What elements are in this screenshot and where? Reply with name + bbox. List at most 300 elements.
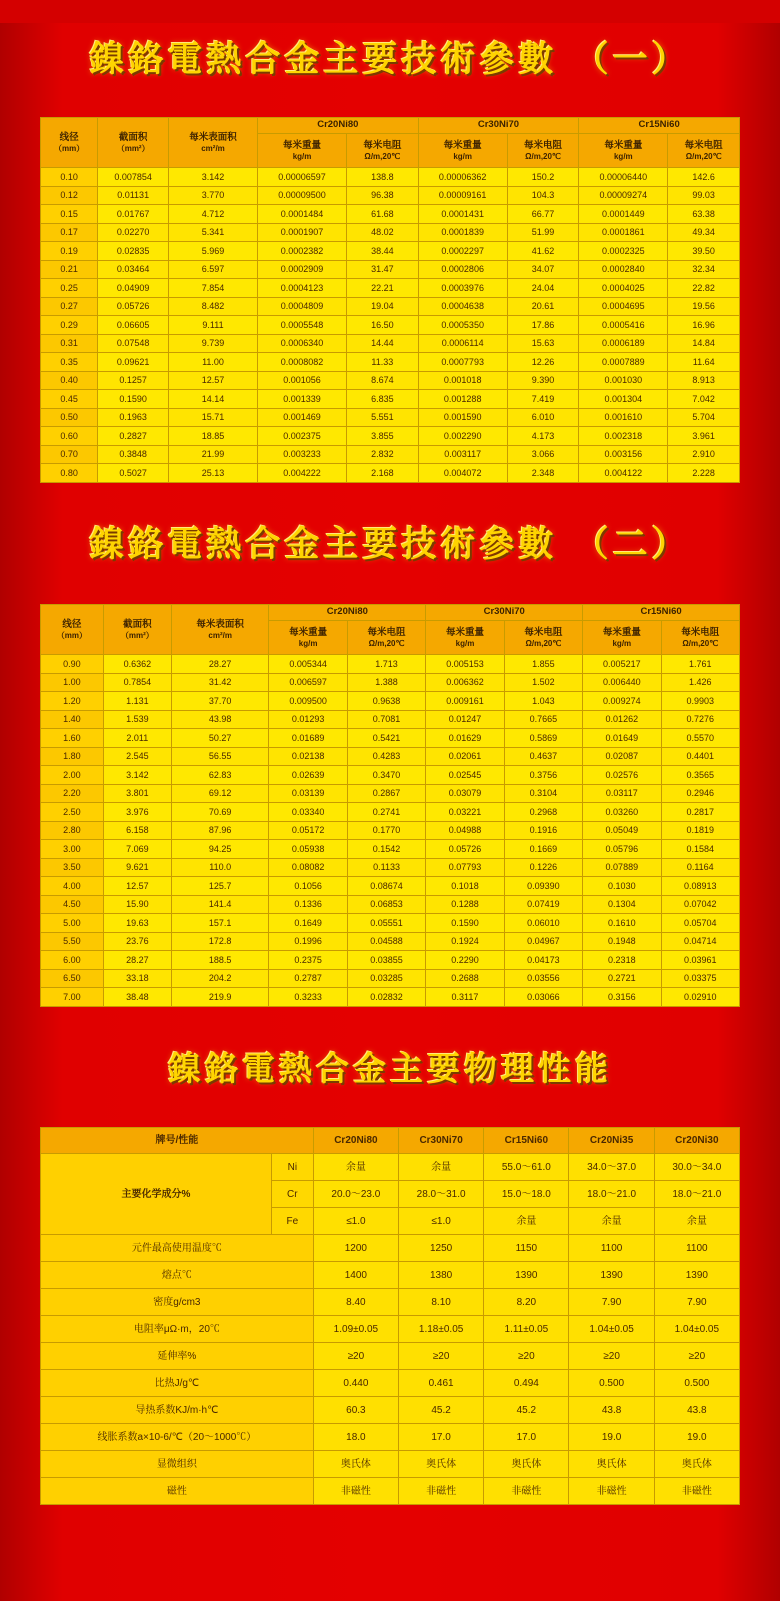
- cell-value: 21.99: [169, 445, 258, 464]
- cell-value: 1.04±0.05: [654, 1316, 739, 1343]
- cell-diameter: 3.50: [41, 858, 104, 877]
- cell-value: 0.1819: [661, 821, 739, 840]
- cell-value: 0.0004695: [579, 297, 668, 316]
- cell-value: 0.7081: [347, 710, 425, 729]
- wire-table-two-header: [41, 605, 740, 655]
- cell-value: 0.0002840: [579, 260, 668, 279]
- cell-value: 172.8: [171, 932, 269, 951]
- cell-value: 0.9903: [661, 692, 739, 711]
- cell-value: 0.01293: [269, 710, 347, 729]
- cell-value: 48.02: [347, 223, 419, 242]
- cell-value: 0.003233: [258, 445, 347, 464]
- cell-value: 1.855: [504, 655, 582, 674]
- cell-value: 219.9: [171, 988, 269, 1007]
- table-row: [41, 1262, 740, 1289]
- cell-value: 18.85: [169, 427, 258, 446]
- table-row: [41, 858, 740, 877]
- cell-value: 11.00: [169, 353, 258, 372]
- cell-value: 0.1963: [98, 408, 169, 427]
- cell-value: 0.5869: [504, 729, 582, 748]
- cell-value: 0.001590: [418, 408, 507, 427]
- cell-value: 3.961: [668, 427, 740, 446]
- cell-value: 0.0001449: [579, 205, 668, 224]
- col-header-alloy-5: Cr20Ni30: [654, 1128, 739, 1154]
- table-row: [41, 1154, 740, 1181]
- cell-value: 0.2968: [504, 803, 582, 822]
- table-row: [41, 1478, 740, 1505]
- cell-value: 0.02832: [347, 988, 425, 1007]
- cell-value: 0.009500: [269, 692, 347, 711]
- cell-diameter: 0.25: [41, 279, 98, 298]
- cell-value: 0.0006114: [418, 334, 507, 353]
- cell-value: 0.08674: [347, 877, 425, 896]
- cell-value: 69.12: [171, 784, 269, 803]
- cell-value: 0.01629: [426, 729, 504, 748]
- row-label-chemical-composition: 主要化学成分%: [41, 1154, 272, 1235]
- cell-value: 0.006362: [426, 673, 504, 692]
- cell-value: 11.33: [347, 353, 419, 372]
- cell-value: 0.07793: [426, 858, 504, 877]
- cell-value: 奥氏体: [399, 1451, 484, 1478]
- cell-value: 22.21: [347, 279, 419, 298]
- cell-value: 19.04: [347, 297, 419, 316]
- cell-value: 0.1257: [98, 371, 169, 390]
- cell-value: 0.1948: [583, 932, 661, 951]
- cell-value: 0.3156: [583, 988, 661, 1007]
- table-row: [41, 1316, 740, 1343]
- cell-value: 0.03855: [347, 951, 425, 970]
- table-row: [41, 895, 740, 914]
- cell-value: 5.969: [169, 242, 258, 261]
- cell-value: 0.01689: [269, 729, 347, 748]
- phys-table-header: [41, 1128, 740, 1154]
- cell-value: 7.854: [169, 279, 258, 298]
- cell-diameter: 0.40: [41, 371, 98, 390]
- cell-value: 0.2787: [269, 969, 347, 988]
- cell-value: 0.0004123: [258, 279, 347, 298]
- subheader-resistance-3: 每米电阻 Ω/m,20℃: [668, 134, 740, 168]
- cell-value: 0.0005548: [258, 316, 347, 335]
- cell-value: 0.3233: [269, 988, 347, 1007]
- cell-diameter: 2.20: [41, 784, 104, 803]
- row-label-property: 显微组织: [41, 1451, 314, 1478]
- header-row: [41, 1128, 740, 1154]
- cell-value: 0.001056: [258, 371, 347, 390]
- cell-value: 14.84: [668, 334, 740, 353]
- cell-value: 1390: [569, 1262, 654, 1289]
- table-row: [41, 692, 740, 711]
- cell-value: 3.801: [103, 784, 171, 803]
- cell-value: 30.0～34.0: [654, 1154, 739, 1181]
- cell-diameter: 7.00: [41, 988, 104, 1007]
- row-label-property: 元件最高使用温度℃: [41, 1235, 314, 1262]
- cell-value: 0.03139: [269, 784, 347, 803]
- cell-value: 16.96: [668, 316, 740, 335]
- table-row: [41, 1451, 740, 1478]
- cell-value: 0.0001861: [579, 223, 668, 242]
- cell-value: 0.500: [654, 1370, 739, 1397]
- table-row: [41, 464, 740, 483]
- cell-value: 0.0006189: [579, 334, 668, 353]
- cell-value: 非磁性: [313, 1478, 398, 1505]
- cell-value: 0.3104: [504, 784, 582, 803]
- cell-value: 3.855: [347, 427, 419, 446]
- cell-value: 余量: [569, 1208, 654, 1235]
- cell-value: 20.0～23.0: [313, 1181, 398, 1208]
- cell-value: 141.4: [171, 895, 269, 914]
- cell-value: 0.440: [313, 1370, 398, 1397]
- cell-value: 7.90: [654, 1289, 739, 1316]
- cell-value: 非磁性: [654, 1478, 739, 1505]
- cell-value: 0.004222: [258, 464, 347, 483]
- cell-value: 0.001018: [418, 371, 507, 390]
- cell-value: 1400: [313, 1262, 398, 1289]
- cell-value: 24.04: [507, 279, 579, 298]
- cell-value: 22.82: [668, 279, 740, 298]
- cell-value: 0.005217: [583, 655, 661, 674]
- table-row: [41, 803, 740, 822]
- table-row: [41, 371, 740, 390]
- cell-value: 0.001304: [579, 390, 668, 409]
- table-row: [41, 932, 740, 951]
- cell-value: 7.90: [569, 1289, 654, 1316]
- cell-value: 0.05049: [583, 821, 661, 840]
- cell-value: 0.3848: [98, 445, 169, 464]
- cell-value: 8.40: [313, 1289, 398, 1316]
- cell-value: 0.07889: [583, 858, 661, 877]
- cell-value: 1.11±0.05: [484, 1316, 569, 1343]
- cell-value: 2.910: [668, 445, 740, 464]
- cell-value: 23.76: [103, 932, 171, 951]
- cell-value: 0.04588: [347, 932, 425, 951]
- cell-value: 0.03260: [583, 803, 661, 822]
- cell-value: 0.0002325: [579, 242, 668, 261]
- cell-diameter: 5.50: [41, 932, 104, 951]
- cell-value: 18.0: [313, 1424, 398, 1451]
- table-row: [41, 951, 740, 970]
- cell-value: 0.03221: [426, 803, 504, 822]
- cell-value: 0.005344: [269, 655, 347, 674]
- cell-value: 1.539: [103, 710, 171, 729]
- cell-value: 0.00009500: [258, 186, 347, 205]
- cell-diameter: 0.35: [41, 353, 98, 372]
- cell-value: 8.913: [668, 371, 740, 390]
- row-label-property: 密度g/cm3: [41, 1289, 314, 1316]
- table-row: [41, 784, 740, 803]
- cell-diameter: 6.50: [41, 969, 104, 988]
- cell-diameter: 0.45: [41, 390, 98, 409]
- cell-value: 0.1542: [347, 840, 425, 859]
- cell-value: 188.5: [171, 951, 269, 970]
- cell-value: 7.419: [507, 390, 579, 409]
- cell-value: 0.003156: [579, 445, 668, 464]
- cell-value: 0.3756: [504, 766, 582, 785]
- table-row: [41, 427, 740, 446]
- cell-value: 157.1: [171, 914, 269, 933]
- cell-value: 0.9638: [347, 692, 425, 711]
- spec-sheet-page: [0, 23, 780, 1505]
- cell-value: 56.55: [171, 747, 269, 766]
- col-header-alloy-1: Cr20Ni80: [313, 1128, 398, 1154]
- cell-value: 0.0004025: [579, 279, 668, 298]
- row-label-element: Cr: [271, 1181, 313, 1208]
- cell-value: 1250: [399, 1235, 484, 1262]
- cell-value: 12.57: [169, 371, 258, 390]
- cell-value: 0.1304: [583, 895, 661, 914]
- cell-value: 0.1056: [269, 877, 347, 896]
- cell-value: 非磁性: [399, 1478, 484, 1505]
- cell-value: 38.48: [103, 988, 171, 1007]
- cell-value: 0.09390: [504, 877, 582, 896]
- cell-value: 0.0008082: [258, 353, 347, 372]
- cell-value: 0.04988: [426, 821, 504, 840]
- cell-value: 1100: [569, 1235, 654, 1262]
- table-row: [41, 840, 740, 859]
- cell-value: 0.02545: [426, 766, 504, 785]
- col-group-alloy-1: Cr20Ni80: [258, 118, 419, 134]
- cell-diameter: 0.80: [41, 464, 98, 483]
- cell-value: 37.70: [171, 692, 269, 711]
- cell-value: 0.0002909: [258, 260, 347, 279]
- cell-value: 0.7665: [504, 710, 582, 729]
- table-row: [41, 710, 740, 729]
- cell-value: 6.158: [103, 821, 171, 840]
- col-group-alloy-1: Cr20Ni80: [269, 605, 426, 621]
- cell-value: 0.494: [484, 1370, 569, 1397]
- cell-value: 0.05704: [661, 914, 739, 933]
- cell-value: 余量: [654, 1208, 739, 1235]
- cell-value: 0.5027: [98, 464, 169, 483]
- cell-value: 138.8: [347, 168, 419, 187]
- cell-value: 3.976: [103, 803, 171, 822]
- cell-value: 1.131: [103, 692, 171, 711]
- col-group-alloy-2: Cr30Ni70: [426, 605, 583, 621]
- cell-value: 0.02138: [269, 747, 347, 766]
- cell-value: 0.1336: [269, 895, 347, 914]
- cell-value: 0.0001431: [418, 205, 507, 224]
- cell-value: 0.0007889: [579, 353, 668, 372]
- cell-value: 非磁性: [484, 1478, 569, 1505]
- cell-value: 99.03: [668, 186, 740, 205]
- cell-value: 19.56: [668, 297, 740, 316]
- cell-value: 0.01767: [98, 205, 169, 224]
- cell-diameter: 0.31: [41, 334, 98, 353]
- cell-value: 0.01262: [583, 710, 661, 729]
- table-row: [41, 1424, 740, 1451]
- cell-value: 0.01247: [426, 710, 504, 729]
- cell-value: ≥20: [313, 1343, 398, 1370]
- cell-value: 0.007854: [98, 168, 169, 187]
- cell-value: 0.09621: [98, 353, 169, 372]
- cell-value: 0.05796: [583, 840, 661, 859]
- cell-value: 0.0004638: [418, 297, 507, 316]
- cell-value: 7.069: [103, 840, 171, 859]
- col-header-alloy-2: Cr30Ni70: [399, 1128, 484, 1154]
- cell-value: 51.99: [507, 223, 579, 242]
- cell-value: 0.02270: [98, 223, 169, 242]
- cell-value: 0.0002806: [418, 260, 507, 279]
- cell-value: 45.2: [399, 1397, 484, 1424]
- cell-value: 0.05726: [426, 840, 504, 859]
- cell-value: 1.426: [661, 673, 739, 692]
- cell-value: 0.02639: [269, 766, 347, 785]
- subheader-weight-1: 每米重量 kg/m: [269, 621, 347, 655]
- cell-value: 104.3: [507, 186, 579, 205]
- subheader-weight-2: 每米重量 kg/m: [418, 134, 507, 168]
- header-row-group: [41, 118, 740, 134]
- row-label-property: 线胀系数a×10-6/℃（20～1000℃）: [41, 1424, 314, 1451]
- cell-value: 96.38: [347, 186, 419, 205]
- cell-value: 1.388: [347, 673, 425, 692]
- cell-value: 0.02061: [426, 747, 504, 766]
- cell-value: 0.1916: [504, 821, 582, 840]
- cell-value: 0.1133: [347, 858, 425, 877]
- cell-value: 0.2721: [583, 969, 661, 988]
- table-row: [41, 408, 740, 427]
- cell-value: 2.011: [103, 729, 171, 748]
- cell-value: 7.042: [668, 390, 740, 409]
- table-row: [41, 390, 740, 409]
- cell-value: 87.96: [171, 821, 269, 840]
- cell-value: 3.142: [169, 168, 258, 187]
- cell-diameter: 1.40: [41, 710, 104, 729]
- row-label-property: 导热系数KJ/m·h℃: [41, 1397, 314, 1424]
- cell-value: 1150: [484, 1235, 569, 1262]
- cell-value: 8.482: [169, 297, 258, 316]
- cell-value: 0.1590: [426, 914, 504, 933]
- table-row: [41, 242, 740, 261]
- cell-value: 15.0～18.0: [484, 1181, 569, 1208]
- cell-value: 0.00009274: [579, 186, 668, 205]
- col-header-diameter: 线径 （mm）: [41, 118, 98, 168]
- table-row: [41, 729, 740, 748]
- cell-value: 0.06853: [347, 895, 425, 914]
- cell-value: 0.0001839: [418, 223, 507, 242]
- cell-value: 0.0005350: [418, 316, 507, 335]
- cell-value: 0.001030: [579, 371, 668, 390]
- cell-value: 0.5421: [347, 729, 425, 748]
- table-row: [41, 186, 740, 205]
- cell-value: 19.0: [654, 1424, 739, 1451]
- cell-value: 0.05551: [347, 914, 425, 933]
- wire-table-one-header: [41, 118, 740, 168]
- table-row: [41, 673, 740, 692]
- wire-spec-table-two: [40, 604, 740, 1007]
- cell-value: 110.0: [171, 858, 269, 877]
- cell-value: 0.05938: [269, 840, 347, 859]
- cell-value: 0.1996: [269, 932, 347, 951]
- cell-value: 1.502: [504, 673, 582, 692]
- cell-diameter: 3.00: [41, 840, 104, 859]
- cell-value: 20.61: [507, 297, 579, 316]
- table-row: [41, 747, 740, 766]
- cell-value: 9.739: [169, 334, 258, 353]
- table-row: [41, 316, 740, 335]
- cell-value: 0.02087: [583, 747, 661, 766]
- cell-diameter: 0.60: [41, 427, 98, 446]
- cell-value: 0.4637: [504, 747, 582, 766]
- cell-value: 63.38: [668, 205, 740, 224]
- row-label-property: 比热J/g℃: [41, 1370, 314, 1397]
- subheader-weight-3: 每米重量 kg/m: [579, 134, 668, 168]
- cell-value: 45.2: [484, 1397, 569, 1424]
- cell-value: 0.009274: [583, 692, 661, 711]
- cell-value: ≥20: [484, 1343, 569, 1370]
- cell-diameter: 0.21: [41, 260, 98, 279]
- cell-value: 0.03285: [347, 969, 425, 988]
- cell-value: 1.761: [661, 655, 739, 674]
- cell-value: 奥氏体: [313, 1451, 398, 1478]
- cell-value: 0.0004809: [258, 297, 347, 316]
- subheader-resistance-2: 每米电阻 Ω/m,20℃: [504, 621, 582, 655]
- cell-value: 6.010: [507, 408, 579, 427]
- cell-value: 2.832: [347, 445, 419, 464]
- cell-value: 2.545: [103, 747, 171, 766]
- cell-value: 0.1288: [426, 895, 504, 914]
- cell-diameter: 1.80: [41, 747, 104, 766]
- wire-table-two-body: [41, 655, 740, 1007]
- cell-value: 0.03961: [661, 951, 739, 970]
- cell-value: 0.03340: [269, 803, 347, 822]
- subheader-resistance-2: 每米电阻 Ω/m,20℃: [507, 134, 579, 168]
- cell-value: ≥20: [399, 1343, 484, 1370]
- cell-value: 11.64: [668, 353, 740, 372]
- cell-value: 0.03117: [583, 784, 661, 803]
- cell-diameter: 2.80: [41, 821, 104, 840]
- cell-value: 9.621: [103, 858, 171, 877]
- cell-value: 0.0003976: [418, 279, 507, 298]
- cell-value: 0.07419: [504, 895, 582, 914]
- cell-value: 0.0002382: [258, 242, 347, 261]
- cell-value: 12.26: [507, 353, 579, 372]
- cell-value: 0.0001907: [258, 223, 347, 242]
- table-row: [41, 821, 740, 840]
- page-title-section-two: 鎳鉻電熱合金主要技術參數 （二）: [89, 524, 691, 566]
- cell-value: 18.0～21.0: [654, 1181, 739, 1208]
- table-row: [41, 260, 740, 279]
- cell-value: 43.98: [171, 710, 269, 729]
- table-row: [41, 279, 740, 298]
- cell-value: 1.09±0.05: [313, 1316, 398, 1343]
- cell-value: 55.0～61.0: [484, 1154, 569, 1181]
- cell-diameter: 0.50: [41, 408, 98, 427]
- cell-value: 0.006597: [269, 673, 347, 692]
- page-title-section-one: 鎳鉻電熱合金主要技術參數 （一）: [89, 39, 691, 81]
- cell-value: 0.3117: [426, 988, 504, 1007]
- cell-value: 142.6: [668, 168, 740, 187]
- cell-value: 0.0005416: [579, 316, 668, 335]
- cell-value: 3.142: [103, 766, 171, 785]
- cell-value: 16.50: [347, 316, 419, 335]
- cell-value: 70.69: [171, 803, 269, 822]
- cell-value: 余量: [399, 1154, 484, 1181]
- cell-value: 0.00009161: [418, 186, 507, 205]
- cell-value: 0.002290: [418, 427, 507, 446]
- table-row: [41, 205, 740, 224]
- cell-value: 0.1770: [347, 821, 425, 840]
- cell-value: 0.0001484: [258, 205, 347, 224]
- cell-value: 0.0007793: [418, 353, 507, 372]
- cell-value: 0.1924: [426, 932, 504, 951]
- cell-value: 0.1584: [661, 840, 739, 859]
- col-header-surface: 每米表面积 cm²/m: [171, 605, 269, 655]
- cell-value: 0.1030: [583, 877, 661, 896]
- table-row: [41, 877, 740, 896]
- cell-value: 32.34: [668, 260, 740, 279]
- cell-value: 0.2817: [661, 803, 739, 822]
- cell-value: 2.168: [347, 464, 419, 483]
- table-row: [41, 766, 740, 785]
